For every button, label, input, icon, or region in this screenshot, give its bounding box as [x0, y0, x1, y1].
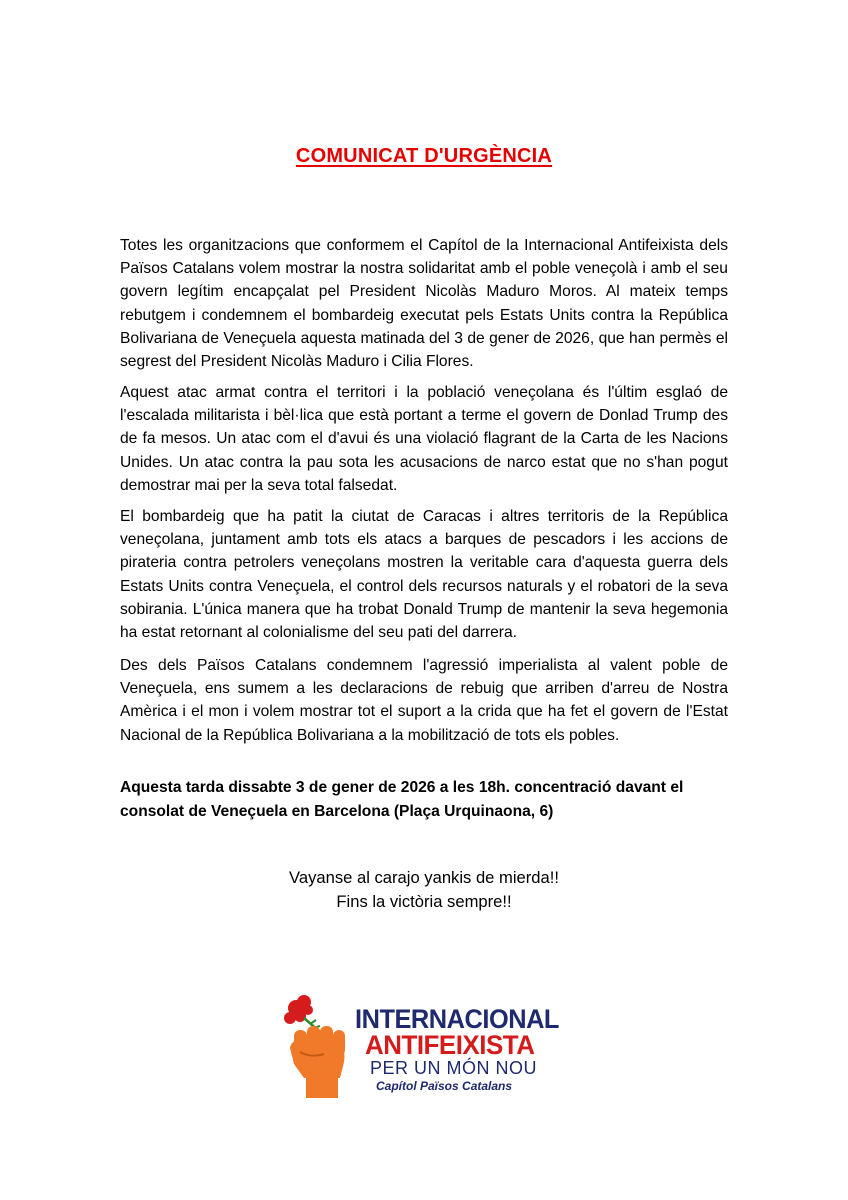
document-title: COMUNICAT D'URGÈNCIA	[295, 145, 553, 167]
paragraph-4: Des dels Països Catalans condemnem l'agressió imperialista al valent poble de Veneçuela, ens sumem a les declaracions de rebuig que arriben d'arreu de Nostra Amèrica i el mon i volem mostrar tot el suport a la crida que ha fet el govern de l'Estat Nacional de la República Bolivariana a la mobilització de tots els pobles.	[120, 657, 728, 744]
raised-fist-with-carnation-icon	[280, 990, 360, 1100]
organization-logo	[280, 990, 570, 1100]
paragraph-3: El bombardeig que ha patit la ciutat de Caracas i altres territoris de la República veneçolana, juntament amb tots els atacs a barques de pescadors i les accions de pirateria contra petrolers veneçolans mostren la veritable cara d'aquesta guerra dels Estats Units contra Veneçuela, el control dels recursos naturals y el robatori de la seva sobirania. L'única manera que ha trobat Donald Trump de mantenir la seva hegemonia ha estat retornant al colonialisme del seu pati del darrera.	[120, 508, 728, 642]
logo-line-2: ANTIFEIXISTA	[365, 1030, 535, 1060]
logo-line-3: PER UN MÓN NOU	[370, 1058, 538, 1078]
slogan-2: Fins la victòria sempre!!	[336, 892, 512, 911]
slogan-1: Vayanse al carajo yankis de mierda!!	[289, 868, 559, 887]
event-notice: Aquesta tarda dissabte 3 de gener de 2026 a les 18h. concentració davant el consolat de Veneçuela en Barcelona (Plaça Urquinaona, 6)	[120, 779, 684, 820]
slogans	[0, 866, 848, 914]
logo-line-4: Capítol Països Catalans	[376, 1079, 513, 1093]
paragraph-1: Totes les organitzacions que conformem el Capítol de la Internacional Antifeixista dels Països Catalans volem mostrar la nostra solidaritat amb el poble veneçolà i amb el seu govern legítim encapçalat pel President Nicolàs Maduro Moros. Al mateix temps rebutgem i condemnem el bombardeig executat pels Estats Units contra la República Bolivariana de Veneçuela aquesta matinada del 3 de gener de 2026, que han permès el segrest del President Nicolàs Maduro i Cilia Flores.	[120, 237, 728, 371]
paragraph-2: Aquest atac armat contra el territori i la població veneçolana és l'últim esglaó de l'escalada militarista i bèl·lica que està portant a terme el govern de Donlad Trump des de fa mesos. Un atac com el d'avui és una violació flagrant de la Carta de les Nacions Unides. Un atac contra la pau sota les acusacions de narco estat que no s'han pogut demostrar mai per la seva total falsedat.	[120, 384, 728, 494]
logo-line-1: INTERNACIONAL	[355, 1004, 559, 1034]
